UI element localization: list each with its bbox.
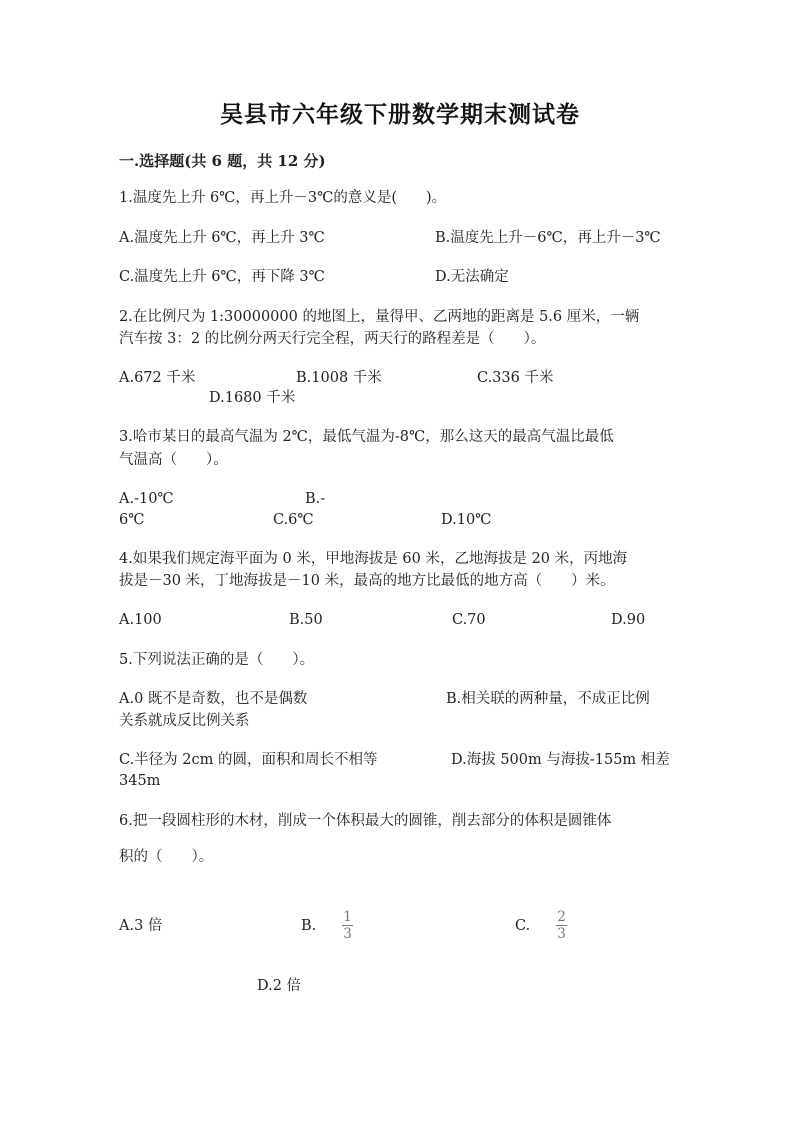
fraction-denominator: 3 [557,926,566,942]
question-4-option-b: B.50 [289,612,323,628]
question-5-option-d: D.海拔 500m 与海拔-155m 相差 [451,752,670,768]
question-5-option-b-continued: 关系就成反比例关系 [119,713,250,729]
question-1-option-c: C.温度先上升 6℃，再下降 3℃ [119,269,325,285]
question-5-stem: 5.下列说法正确的是（ ）。 [119,652,315,668]
fraction-denominator: 3 [343,926,352,942]
question-3-stem-line-1: 3.哈市某日的最高气温为 2℃，最低气温为-8℃，那么这天的最高气温比最低 [119,429,614,445]
question-6-option-c-fraction [556,910,567,941]
question-6-option-b-fraction [342,910,353,941]
question-2-stem-line-2: 汽车按 3：2 的比例分两天行完全程，两天行的路程差是（ ）。 [119,331,546,347]
question-1-stem: 1.温度先上升 6℃，再上升－3℃的意义是( )。 [119,190,447,206]
question-5-option-b: B.相关联的两种量，不成正比例 [446,691,650,707]
question-1-option-d: D.无法确定 [435,269,509,285]
question-3-option-c: C.6℃ [273,512,314,528]
question-6-option-c: C. [515,918,531,934]
section-heading: 一.选择题(共 6 题，共 12 分) [119,152,326,170]
fraction-numerator: 1 [343,909,352,925]
question-3-stem-line-2: 气温高（ ）。 [119,452,228,468]
question-4-option-a: A.100 [119,612,162,628]
question-6-option-a: A.3 倍 [119,918,163,934]
fraction-numerator: 2 [557,909,566,925]
question-3-option-a: A.-10℃ [119,491,174,507]
question-4-option-d: D.90 [611,612,646,628]
question-3-option-b-continued: 6℃ [119,512,145,528]
question-2-option-c: C.336 千米 [477,370,554,386]
question-2-stem-line-1: 2.在比例尺为 1:30000000 的地图上，量得甲、乙两地的距离是 5.6 厘米，一辆 [119,309,640,325]
question-4-stem-line-1: 4.如果我们规定海平面为 0 米，甲地海拔是 60 米，乙地海拔是 20 米，丙地海 [119,551,628,567]
question-5-option-a: A.0 既不是奇数，也不是偶数 [119,691,308,707]
question-2-option-b: B.1008 千米 [296,370,382,386]
question-5-option-c: C.半径为 2cm 的圆，面积和周长不相等 [119,752,378,768]
question-4-stem-line-2: 拔是－30 米，丁地海拔是－10 米，最高的地方比最低的地方高（ ）米。 [119,573,615,589]
question-6-stem-line-2: 积的（ ）。 [119,849,214,865]
page-title: 吴县市六年级下册数学期末测试卷 [220,101,580,128]
question-4-option-c: C.70 [452,612,486,628]
question-2-option-d: D.1680 千米 [209,390,296,406]
question-5-option-d-continued: 345m [119,773,161,789]
question-1-option-a: A.温度先上升 6℃，再上升 3℃ [119,230,325,246]
question-3-option-b: B.- [305,491,326,507]
question-2-option-a: A.672 千米 [119,370,196,386]
question-3-option-d: D.10℃ [441,512,492,528]
question-6-option-d: D.2 倍 [257,978,302,994]
question-1-option-b: B.温度先上升－6℃，再上升－3℃ [435,230,661,246]
question-6-option-b: B. [301,918,317,934]
question-6-stem-line-1: 6.把一段圆柱形的木材，削成一个体积最大的圆锥，削去部分的体积是圆锥体 [119,813,612,829]
